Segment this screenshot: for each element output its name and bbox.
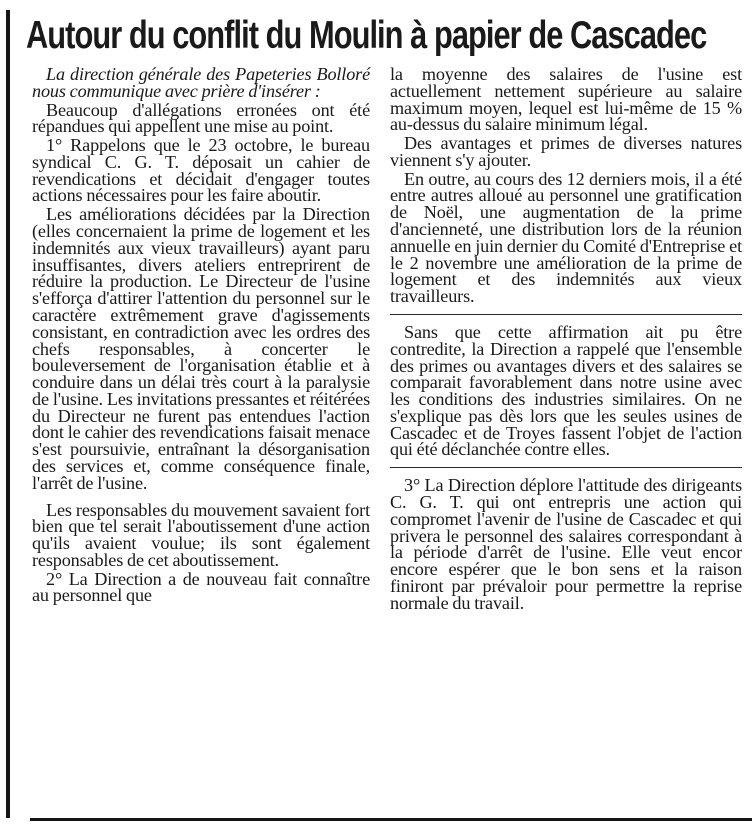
paragraph-affirmation: Sans que cette affirmation ait pu être contredite, la Direction a rappelé que l'ensemble des primes ou avantages divers et des salaires se comparait favorablement dans notre usine avec les conditions des industries similaires. On ne s'explique pas dès lors que les seules usines de Cascadec et de Troyes fassent l'objet de l'action qui été déclanchée contre elles. [390, 321, 742, 460]
headline: Autour du conflit du Moulin à papier de Cascadec [26, 14, 707, 57]
paragraph-avantages: Des avantages et primes de diverses natures viennent s'y ajouter. [390, 133, 742, 170]
paragraph-point-3: 3° La Direction déplore l'attitude des dirigeants C. G. T. qui ont entrepris une action qui compromet l'avenir de l'usine de Cascadec et qui privera le personnel des salaires correspondant à la période d'arrêt de l'usine. Elle veut encor encore espérer que le bon sens et la raison finiront par prévaloir pour permettre la reprise normale du travail. [390, 475, 742, 613]
intro-paragraph: La direction générale des Papeteries Bolloré nous communique avec prière d'insérer : [32, 64, 370, 101]
left-column-rule [6, 10, 10, 818]
column-divider [390, 314, 742, 315]
column-divider [390, 467, 742, 468]
paragraph-allegations: Beaucoup d'allégations erronées ont été répandues qui appellent une mise au point. [32, 99, 370, 137]
article-column-left [32, 66, 370, 604]
bottom-rule [30, 818, 752, 821]
paragraph-ameliorations: Les améliorations décidées par la Direction (elles concernaient la prime de logement et les indemnités aux vieux travailleurs) ayant paru insuffisantes, divers ateliers entreprirent de réduire la production. Le Directeur de l'usine s'efforça d'attirer l'attention du personnel sur le caractère extrêmement grave d'agissements consistant, en contradiction avec les ordres des chefs responsables, à concerter le bouleversement de l'organisation établie et à conduire dans un délai très court à la paralysie de l'usine. Les invitations pressantes et réitérées du Directeur ne furent pas entendues l'action dont le cahier des revendications faisait menace s'est poursuivie, entraînant la désorganisation des services et, comme conséquence finale, l'arrêt de l'usine. [32, 204, 370, 493]
paragraph-responsables: Les responsables du mouvement savaient fort bien que tel serait l'aboutissement d'une action qu'ils avaient voulue; ils sont également responsables de cet aboutissement. [32, 499, 370, 570]
paragraph-moyenne-salaires: la moyenne des salaires de l'usine est actuellement nettement supérieure au salaire maximum moyen, lequel est lui-même de 15 % au-dessus du salaire minimum légal. [390, 64, 742, 135]
paragraph-point-1: 1° Rappelons que le 23 octobre, le bureau syndical C. G. T. déposait un cahier de revendications et décidait d'engager toutes actions nécessaires pour les faire aboutir. [32, 135, 370, 206]
paragraph-point-2: 2° La Direction a de nouveau fait connaître au personnel que [32, 568, 370, 606]
paragraph-en-outre: En outre, au cours des 12 derniers mois, il a été entre autres alloué au personnel une gratification de Noël, une augmentation de la prime d'ancienneté, une distribution lors de la réunion annuelle en juin dernier du Comité d'Entreprise et le 2 novembre une amélioration de la prime de logement et des indemnités aux vieux travailleurs. [390, 168, 742, 307]
article-column-right [390, 66, 742, 611]
